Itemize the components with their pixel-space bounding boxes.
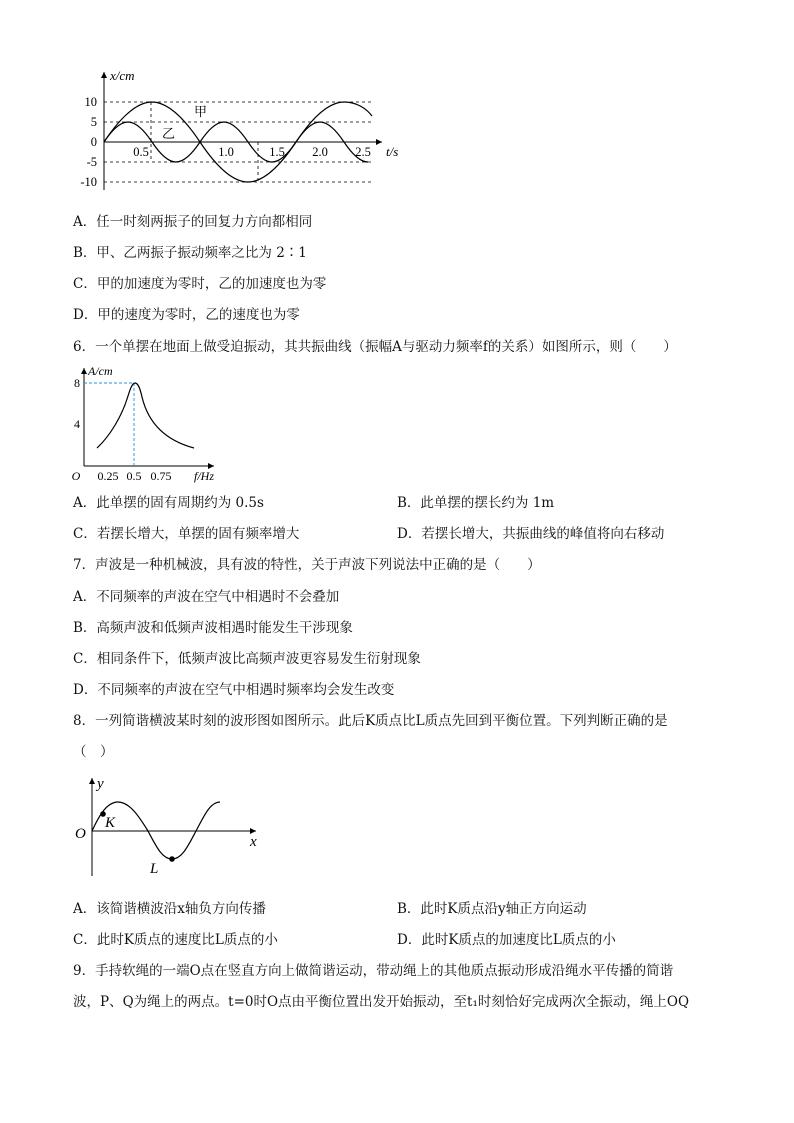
q7-option-d: D．不同频率的声波在空气中相遇时频率均会发生改变 — [73, 682, 395, 698]
q9-stem-line1: 9．手持软绳的一端O点在竖直方向上做简谐运动，带动绳上的其他质点振动形成沿绳水平传播的简谐 — [73, 963, 674, 979]
y-axis-label: y — [97, 776, 104, 792]
q5-option-d: D．甲的速度为零时，乙的速度也为零 — [73, 307, 300, 323]
y-axis-label: x/cm — [110, 68, 135, 83]
point-l-label: L — [150, 861, 159, 877]
xtick: 2.5 — [355, 145, 371, 159]
x-axis-label: x — [250, 834, 257, 850]
point-l — [169, 856, 175, 862]
waveform-graph — [70, 772, 270, 882]
q8-option-d: D．此时K质点的加速度比L质点的小 — [397, 932, 616, 948]
y-axis-label: A/cm — [88, 364, 113, 378]
q6-option-b: B．此单摆的摆长约为 1m — [397, 495, 555, 511]
x-axis-label: f/Hz — [194, 469, 215, 483]
q7-stem: 7．声波是一种机械波，具有波的特性，关于声波下列说法中正确的是（ ） — [73, 557, 541, 573]
xtick: 0.75 — [150, 469, 172, 483]
q7-option-c: C．相同条件下，低频声波比高频声波更容易发生衍射现象 — [73, 651, 421, 667]
ytick: -10 — [80, 175, 97, 189]
xtick: 1.5 — [269, 145, 285, 159]
origin-label: O — [71, 469, 81, 483]
q6-option-c: C．若摆长增大，单摆的固有频率增大 — [73, 526, 300, 542]
q8-option-b: B．此时K质点沿y轴正方向运动 — [397, 901, 587, 917]
ytick: 10 — [84, 95, 97, 109]
resonance-curve-graph — [70, 364, 230, 486]
ytick: 5 — [90, 115, 97, 129]
q7-option-b: B．高频声波和低频声波相遇时能发生干涉现象 — [73, 620, 353, 636]
q5-option-b: B．甲、乙两振子振动频率之比为 2∶1 — [73, 245, 307, 261]
xtick: 0.25 — [97, 469, 119, 483]
ytick: 8 — [74, 376, 80, 390]
oscillation-graph — [70, 66, 410, 196]
point-k-label: K — [105, 815, 116, 831]
q8-stem: 8．一列简谐横波某时刻的波形图如图所示。此后K质点比L质点先回到平衡位置。下列判断正确的是 — [73, 713, 668, 729]
q8-stem-bracket: （ ） — [73, 744, 114, 760]
q8-option-a: A．该简谐横波沿x轴负方向传播 — [73, 901, 266, 917]
q5-option-a: A．任一时刻两振子的回复力方向都相同 — [73, 214, 313, 230]
resonance-curve — [97, 383, 194, 448]
xtick: 0.5 — [133, 145, 149, 159]
q7-option-a: A．不同频率的声波在空气中相遇时不会叠加 — [73, 589, 340, 605]
label-yi: 乙 — [162, 126, 176, 141]
x-axis-label: t/s — [386, 144, 399, 159]
ytick: 4 — [74, 417, 80, 431]
q8-option-c: C．此时K质点的速度比L质点的小 — [73, 932, 278, 948]
q9-stem-line2: 波，P、Q为绳上的两点。t=0时O点由平衡位置出发开始振动，至t₁时刻恰好完成两次全振动，绳上OQ — [73, 994, 690, 1010]
origin-label: O — [75, 826, 86, 842]
label-jia: 甲 — [194, 104, 208, 119]
ytick: -5 — [86, 155, 97, 169]
xtick: 1.0 — [218, 145, 234, 159]
q6-stem: 6．一个单摆在地面上做受迫振动，其共振曲线（振幅A与驱动力频率f的关系）如图所示，则（ ） — [73, 339, 677, 355]
q6-option-a: A．此单摆的固有周期约为 0.5s — [73, 495, 264, 511]
xtick: 0.5 — [126, 469, 142, 483]
xtick: 2.0 — [312, 145, 328, 159]
q5-option-c: C．甲的加速度为零时，乙的加速度也为零 — [73, 276, 327, 292]
q6-option-d: D．若摆长增大，共振曲线的峰值将向右移动 — [397, 526, 665, 542]
ytick: 0 — [90, 135, 97, 149]
